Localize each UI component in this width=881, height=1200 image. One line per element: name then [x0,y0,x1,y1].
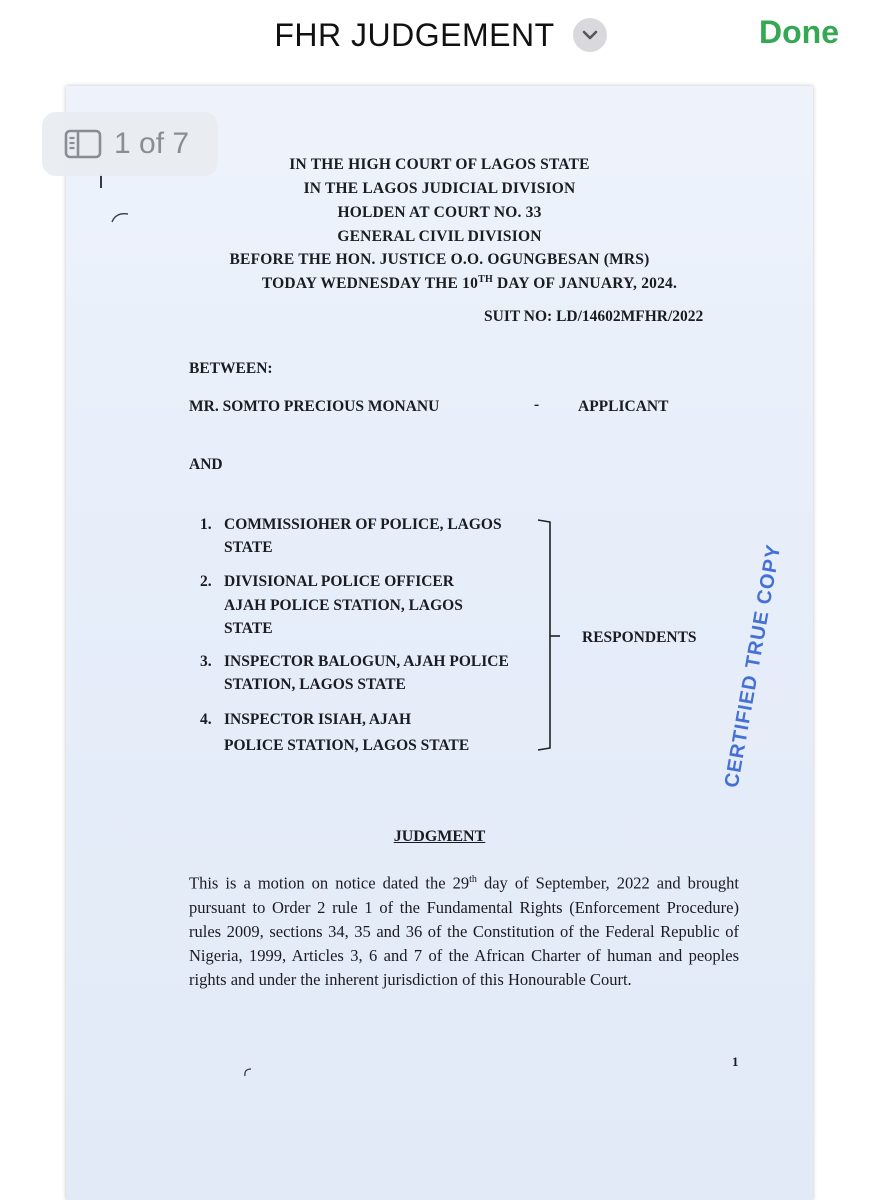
applicant-label: APPLICANT [578,398,669,415]
between-label: BETWEEN: [189,360,273,377]
suit-number: SUIT NO: LD/14602MFHR/2022 [484,308,704,325]
header-line-5: BEFORE THE HON. JUSTICE O.O. OGUNGBESAN (MRS) [229,251,650,268]
stamp-text: CERTIFIED TRUE COPY [720,542,785,790]
paragraph-part-1: This is a motion on notice dated the 29 [189,873,470,893]
date-sup: TH [478,274,493,285]
respondent-3-line-1: INSPECTOR BALOGUN, AJAH POLICE [224,653,509,670]
scan-mark-circle [242,1066,254,1078]
respondent-3-line-2: STATION, LAGOS STATE [224,676,406,693]
paragraph-sup: th [469,874,477,885]
respondent-1-number: 1. [200,516,212,533]
date-line [96,274,813,293]
respondent-2-line-3: STATE [224,620,273,637]
respondents-label: RESPONDENTS [582,629,697,646]
respondent-1-line-1: COMMISSIOHER OF POLICE, LAGOS [224,516,502,533]
respondent-3-number: 3. [200,653,212,670]
respondent-4-number: 4. [200,711,212,728]
applicant-dash: - [534,396,540,413]
header-line-1: IN THE HIGH COURT OF LAGOS STATE [289,156,590,173]
page-indicator-text: 1 of 7 [114,127,190,160]
sidebar-icon[interactable] [64,129,102,159]
done-button[interactable]: Done [759,14,839,50]
respondent-2-line-1: DIVISIONAL POLICE OFFICER [224,573,454,590]
respondent-1-line-2: STATE [224,539,273,556]
header-line-3: HOLDEN AT COURT NO. 33 [337,204,542,221]
respondent-4-line-2: POLICE STATION, LAGOS STATE [224,737,470,754]
title-area [0,0,881,70]
applicant-name: MR. SOMTO PRECIOUS MONANU [189,398,440,415]
respondents-bracket [534,518,562,754]
chevron-down-icon [581,29,599,41]
document-title[interactable]: FHR JUDGEMENT [274,16,555,53]
respondent-4-line-1: INSPECTOR ISIAH, AJAH [224,711,412,728]
page-number: 1 [732,1054,739,1069]
respondent-2-number: 2. [200,573,212,590]
title-menu-button[interactable] [573,18,607,52]
respondent-2-line-2: AJAH POLICE STATION, LAGOS [224,597,463,614]
header-line-2: IN THE LAGOS JUDICIAL DIVISION [303,180,576,197]
judgment-title: JUDGMENT [393,828,486,845]
page-indicator[interactable] [42,112,218,176]
certified-stamp [639,542,813,790]
document-page[interactable] [66,86,813,1200]
judgment-paragraph [189,868,739,993]
top-bar [0,0,881,78]
date-prefix: TODAY WEDNESDAY THE 10 [261,275,479,293]
paragraph-part-2: day of September, 2022 and brought pursuant to Order 2 rule 1 of the Fundamental Rights (Enforcement Procedure) rules 2009, sections 34, 35 and 36 of the Constitution of the Federal Republic of Nigeria, 1999, Articles 3, 6 and 7 of the African Charter of human and peoples rights and under the inherent jurisdiction of this Honourable Court. [189,873,739,990]
and-label: AND [189,456,223,473]
header-line-4: GENERAL CIVIL DIVISION [337,228,542,245]
date-suffix: DAY OF JANUARY, 2024. [492,275,678,293]
